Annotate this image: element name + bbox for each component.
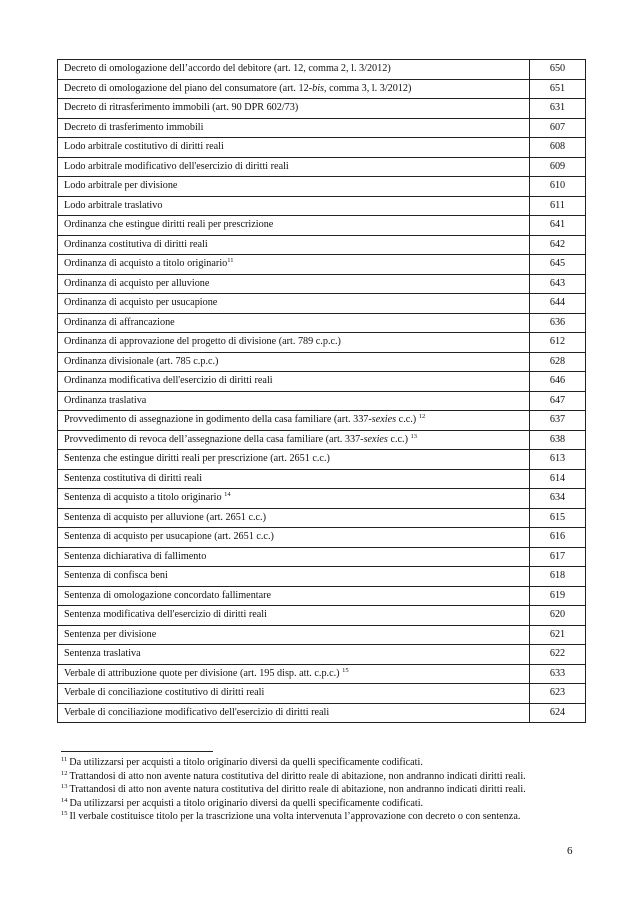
description-text: Sentenza di confisca beni xyxy=(64,570,168,582)
table-row xyxy=(58,372,586,392)
footnote-text: Il verbale costituisce titolo per la trascrizione una volta intervenuta l’approvazione con decreto o con sentenza. xyxy=(69,811,521,823)
act-description xyxy=(58,625,530,645)
description-text: Lodo arbitrale costitutivo di diritti reali xyxy=(64,141,224,153)
act-description xyxy=(58,157,530,177)
act-description xyxy=(58,118,530,138)
act-description xyxy=(58,196,530,216)
codes-table xyxy=(57,59,586,723)
description-text: c.c.) xyxy=(387,433,411,445)
act-description xyxy=(58,274,530,294)
description-text: Ordinanza modificativa dell'esercizio di diritti reali xyxy=(64,375,273,387)
table-row xyxy=(58,645,586,665)
table-row xyxy=(58,430,586,450)
table-row xyxy=(58,138,586,158)
table-row xyxy=(58,684,586,704)
footnote-number: 13 xyxy=(61,783,68,791)
act-code: 612 xyxy=(530,333,586,353)
act-description xyxy=(58,79,530,99)
description-text: Ordinanza di approvazione del progetto di divisione (art. 789 c.p.c.) xyxy=(64,336,341,348)
act-code: 641 xyxy=(530,216,586,236)
act-description xyxy=(58,586,530,606)
act-description xyxy=(58,645,530,665)
description-text: c.c.) xyxy=(396,414,419,426)
act-description xyxy=(58,606,530,626)
description-text: Ordinanza di affrancazione xyxy=(64,316,175,328)
act-code: 623 xyxy=(530,684,586,704)
description-text: Verbale di attribuzione quote per divisione (art. 195 disp. att. c.p.c.) xyxy=(64,667,343,679)
table-row xyxy=(58,528,586,548)
table-row xyxy=(58,391,586,411)
act-description xyxy=(58,547,530,567)
act-code: 646 xyxy=(530,372,586,392)
footnote-text: Trattandosi di atto non avente natura costitutiva del diritto reale di abitazione, non andranno indicati diritti reali. xyxy=(69,770,526,782)
act-description xyxy=(58,138,530,158)
act-code: 620 xyxy=(530,606,586,626)
footnote-ref: 11 xyxy=(227,257,234,265)
act-code: 628 xyxy=(530,352,586,372)
table-row xyxy=(58,567,586,587)
act-code: 622 xyxy=(530,645,586,665)
description-text: Sentenza di acquisto a titolo originario xyxy=(64,492,225,504)
act-description xyxy=(58,508,530,528)
act-description xyxy=(58,684,530,704)
act-code: 643 xyxy=(530,274,586,294)
act-description xyxy=(58,372,530,392)
table-row xyxy=(58,118,586,138)
description-text: Sentenza per divisione xyxy=(64,628,157,640)
table-row xyxy=(58,625,586,645)
table-row xyxy=(58,99,586,119)
description-text: Lodo arbitrale per divisione xyxy=(64,180,178,192)
table-row xyxy=(58,411,586,431)
act-code: 634 xyxy=(530,489,586,509)
description-text: sexies xyxy=(363,433,388,445)
table-row xyxy=(58,352,586,372)
act-code: 651 xyxy=(530,79,586,99)
table-row xyxy=(58,177,586,197)
act-code: 610 xyxy=(530,177,586,197)
description-text: Ordinanza di acquisto per usucapione xyxy=(64,297,218,309)
description-text: Sentenza di omologazione concordato fallimentare xyxy=(64,589,272,601)
table-row xyxy=(58,294,586,314)
table-row xyxy=(58,469,586,489)
footnote-number: 15 xyxy=(61,810,68,818)
act-code: 618 xyxy=(530,567,586,587)
description-text: Ordinanza di acquisto a titolo originario xyxy=(64,258,228,270)
act-code: 619 xyxy=(530,586,586,606)
description-text: Lodo arbitrale traslativo xyxy=(64,199,163,211)
act-description xyxy=(58,469,530,489)
description-text: Decreto di omologazione dell’accordo del debitore (art. 12, comma 2, l. 3/2012) xyxy=(64,63,391,75)
footnote-ref: 13 xyxy=(410,432,418,440)
table-row xyxy=(58,255,586,275)
table-row xyxy=(58,274,586,294)
act-code: 608 xyxy=(530,138,586,158)
act-description xyxy=(58,664,530,684)
table-row xyxy=(58,196,586,216)
footnote-separator xyxy=(61,751,213,752)
footnotes xyxy=(61,756,581,824)
act-code: 616 xyxy=(530,528,586,548)
table-row xyxy=(58,333,586,353)
footnote-ref: 14 xyxy=(224,491,231,499)
act-code: 636 xyxy=(530,313,586,333)
footnote xyxy=(61,797,581,811)
description-text: Lodo arbitrale modificativo dell'esercizio di diritti reali xyxy=(64,160,289,172)
act-code: 609 xyxy=(530,157,586,177)
act-code: 624 xyxy=(530,703,586,723)
footnote xyxy=(61,756,581,770)
act-code: 615 xyxy=(530,508,586,528)
table-row xyxy=(58,547,586,567)
footnote-number: 12 xyxy=(61,769,68,777)
act-description xyxy=(58,352,530,372)
act-description xyxy=(58,528,530,548)
description-text: Provvedimento di assegnazione in godimento della casa familiare (art. 337- xyxy=(64,414,372,426)
act-code: 613 xyxy=(530,450,586,470)
act-description xyxy=(58,333,530,353)
table-row xyxy=(58,508,586,528)
description-text: Sentenza di acquisto per usucapione (art. 2651 c.c.) xyxy=(64,531,274,543)
act-description xyxy=(58,703,530,723)
table-row xyxy=(58,157,586,177)
description-text: Sentenza di acquisto per alluvione (art. 2651 c.c.) xyxy=(64,511,266,523)
act-description xyxy=(58,489,530,509)
act-description xyxy=(58,60,530,80)
table-row xyxy=(58,235,586,255)
footnote-ref: 12 xyxy=(418,413,426,421)
footnote-text: Da utilizzarsi per acquisti a titolo originario diversi da quelli specificamente codificati. xyxy=(69,757,423,768)
act-description xyxy=(58,294,530,314)
description-text: Verbale di conciliazione modificativo dell'esercizio di diritti reali xyxy=(64,706,330,718)
act-description xyxy=(58,177,530,197)
act-code: 631 xyxy=(530,99,586,119)
table-row xyxy=(58,489,586,509)
act-code: 607 xyxy=(530,118,586,138)
description-text: Decreto di trasferimento immobili xyxy=(64,121,204,133)
act-code: 642 xyxy=(530,235,586,255)
table-row xyxy=(58,79,586,99)
act-code: 633 xyxy=(530,664,586,684)
description-text: Decreto di omologazione del piano del consumatore (art. 12- xyxy=(64,82,313,94)
act-description xyxy=(58,99,530,119)
table-row xyxy=(58,586,586,606)
codes-table-body xyxy=(58,60,586,723)
act-code: 621 xyxy=(530,625,586,645)
act-code: 637 xyxy=(530,411,586,431)
description-text: Ordinanza di acquisto per alluvione xyxy=(64,277,210,289)
table-row xyxy=(58,703,586,723)
description-text: Decreto di ritrasferimento immobili (art. 90 DPR 602/73) xyxy=(64,102,299,114)
table-row xyxy=(58,606,586,626)
act-code: 614 xyxy=(530,469,586,489)
act-description xyxy=(58,450,530,470)
page-number: 6 xyxy=(567,845,573,857)
act-description xyxy=(58,411,530,431)
description-text: Sentenza che estingue diritti reali per prescrizione (art. 2651 c.c.) xyxy=(64,453,330,465)
description-text: Verbale di conciliazione costitutivo di diritti reali xyxy=(64,687,265,699)
footnote-number: 11 xyxy=(61,756,68,763)
description-text: Ordinanza costitutiva di diritti reali xyxy=(64,238,208,250)
description-text: Sentenza traslativa xyxy=(64,648,141,660)
description-text: Sentenza modificativa dell'esercizio di diritti reali xyxy=(64,609,267,621)
footnote-ref: 15 xyxy=(342,666,349,674)
act-description xyxy=(58,391,530,411)
description-text: Ordinanza che estingue diritti reali per prescrizione xyxy=(64,219,274,231)
description-text: Sentenza costitutiva di diritti reali xyxy=(64,472,203,484)
act-code: 647 xyxy=(530,391,586,411)
table-row xyxy=(58,664,586,684)
description-text: , comma 3, l. 3/2012) xyxy=(323,82,412,94)
table-row xyxy=(58,450,586,470)
footnote xyxy=(61,810,581,824)
description-text: Provvedimento di revoca dell’assegnazione della casa familiare (art. 337- xyxy=(64,433,364,445)
act-description xyxy=(58,313,530,333)
act-description xyxy=(58,216,530,236)
act-code: 644 xyxy=(530,294,586,314)
description-text: sexies xyxy=(371,414,397,426)
act-code: 638 xyxy=(530,430,586,450)
description-text: Sentenza dichiarativa di fallimento xyxy=(64,550,207,562)
act-code: 611 xyxy=(530,196,586,216)
description-text: bis xyxy=(312,82,324,94)
act-code: 617 xyxy=(530,547,586,567)
table-row xyxy=(58,313,586,333)
act-description xyxy=(58,255,530,275)
act-description xyxy=(58,567,530,587)
table-row xyxy=(58,216,586,236)
act-description xyxy=(58,430,530,450)
footnote xyxy=(61,770,581,784)
footnote-text: Trattandosi di atto non avente natura costitutiva del diritto reale di abitazione, non andranno indicati diritti reali. xyxy=(69,784,526,796)
table-row xyxy=(58,60,586,80)
footnote-number: 14 xyxy=(61,796,68,804)
footnote xyxy=(61,783,581,797)
act-code: 650 xyxy=(530,60,586,80)
footnote-text: Da utilizzarsi per acquisti a titolo originario diversi da quelli specificamente codificati. xyxy=(69,797,424,809)
description-text: Ordinanza traslativa xyxy=(64,394,147,406)
act-description xyxy=(58,235,530,255)
act-code: 645 xyxy=(530,255,586,275)
description-text: Ordinanza divisionale (art. 785 c.p.c.) xyxy=(64,355,219,367)
